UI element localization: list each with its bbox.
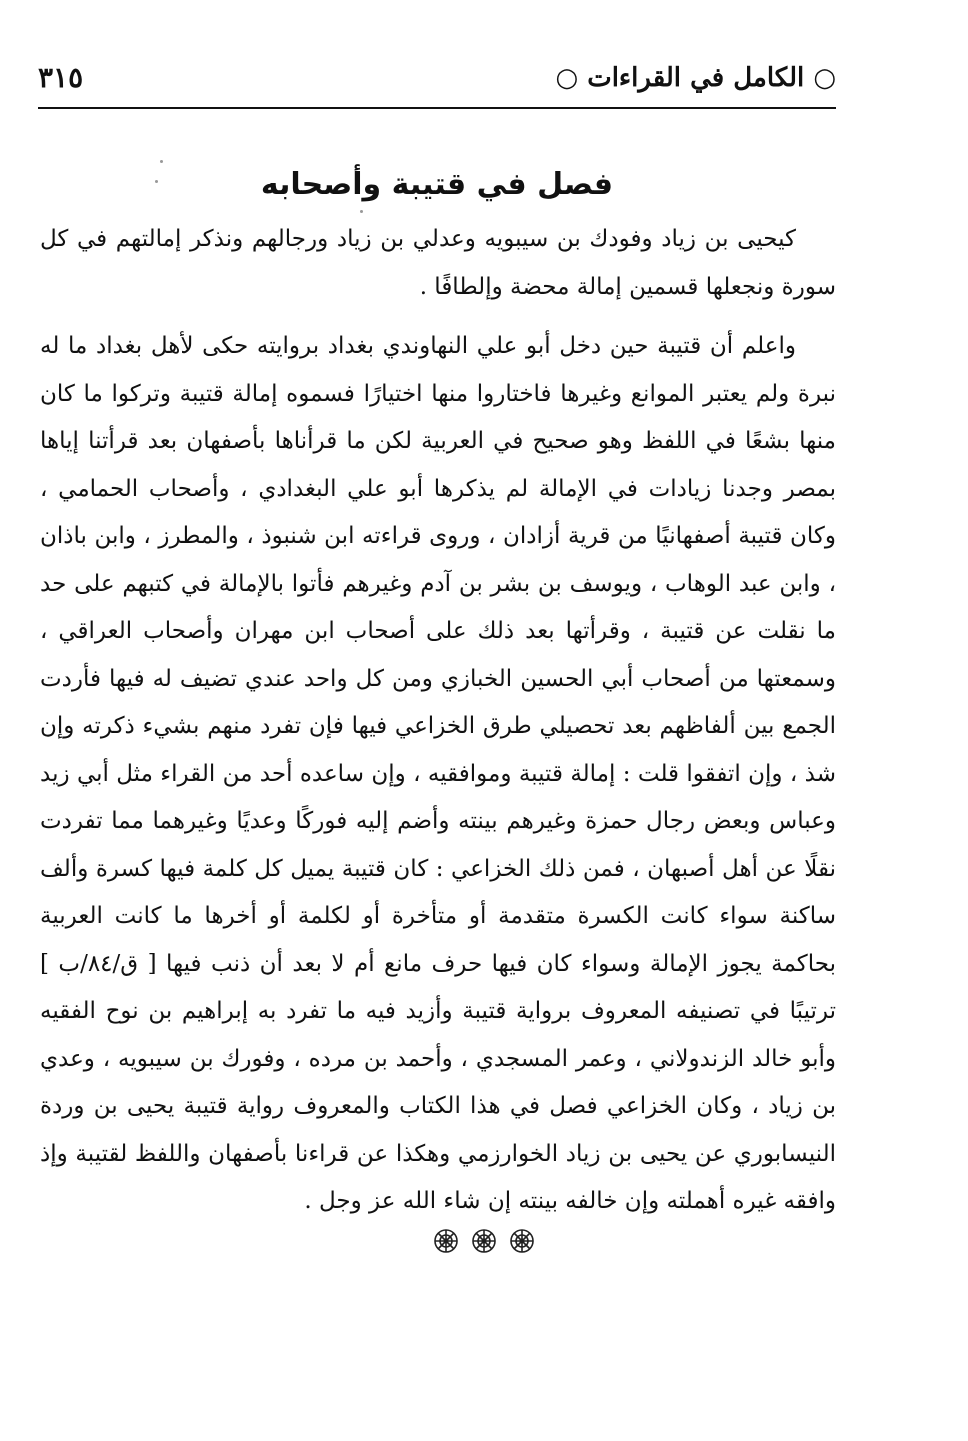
- header-divider: [38, 107, 836, 109]
- rosette-ornament-icon: [433, 1228, 459, 1254]
- scan-speck: [155, 180, 158, 183]
- scan-speck: [160, 160, 163, 163]
- paragraph: واعلم أن قتيبة حين دخل أبو علي النهاوندي بغداد بروايته حكى لأهل بغداد ما له نبرة ولم يعتبر الموانع وغيرها فاختاروا منها اختيارًا فسموه إمالة قتيبة وتركوا ما كان منها بشعًا في اللفظ وهو صحيح في العربية لكن ما قرأناها بأصفهان بعد قرأتنا إياها بمصر وجدنا زيادات في الإمالة لم يذكرها أبو علي البغدادي ، وأصحاب الحمامي ، وكان قتيبة أصفهانيًا من قرية أزادان ، وروى قراءته ابن شنبوذ ، والمطرز ، وابن باذان ، وابن عبد الوهاب ، ويوسف بن بشر بن آدم وغيرهم فأتوا بالإمالة في كتبهم على حد ما نقلت عن قتيبة ، وقرأتها بعد ذلك على أصحاب ابن مهران وأصحاب العراقي ، وسمعتها من أصحاب أبي الحسين الخبازي ومن كل واحد عندي تضيف له فيها فأردت الجمع بين ألفاظهم بعد تحصيلي طرق الخزاعي فيها فإن تفرد منهم بشيء ذكرته وإن شذ ، وإن اتفقوا قلت : إمالة قتيبة وموافقيه ، وإن ساعده أحد من القراء مثل أبي زيد وعباس وبعض رجال حمزة وغيرهم بينته وأضم إليه فوركًا وعديًا وغيرهما مما تفردت نقلًا عن أهل أصبهان ، فمن ذلك الخزاعي : كان قتيبة يميل كل كلمة فيها كسرة وألف ساكنة سواء كانت الكسرة متقدمة أو متأخرة أو لكلمة أو أخرها ما كانت العربية بحاكمة يجوز الإمالة وسواء كان فيها حرف مانع أم لا بعد أن ذنب فيها [ ق/٨٤/ب ] ترتيبًا في تصنيفه المعروف برواية قتيبة وأزيد فيه ما تفرد به إبراهيم بن نوح الفقيه وأبو خالد الزندولاني ، وعمر المسجدي ، وأحمد بن مرده ، وفورك بن سيبويه ، وعدي بن زياد ، وكان الخزاعي فصل في هذا الكتاب والمعروف رواية قتيبة يحيى بن وردة النيسابوري عن يحيى بن زياد الخوارزمي وهكذا عن قراءنا بأصفهان واللفظ لقتيبة وإذ وافقه غيره أهملته وإن خالفه بينته إن شاء الله عز وجل .: [40, 333, 836, 1214]
- page-header: [38, 56, 836, 108]
- running-title: ○ الكامل في القراءات ○: [555, 63, 836, 93]
- page-number: ٣١٥: [38, 61, 84, 94]
- closing-ornaments: [0, 1228, 968, 1254]
- rosette-ornament-icon: [509, 1228, 535, 1254]
- section-heading: فصل في قتيبة وأصحابه: [260, 167, 614, 202]
- body-text: [40, 216, 836, 1226]
- scan-speck: [360, 210, 363, 213]
- paragraph: كيحيى بن زياد وفودك بن سيبويه وعدلي بن زياد ورجالهم ونذكر إمالتهم في كل سورة ونجعلها قسمين إمالة محضة وإلطافًا .: [40, 226, 836, 300]
- rosette-ornament-icon: [471, 1228, 497, 1254]
